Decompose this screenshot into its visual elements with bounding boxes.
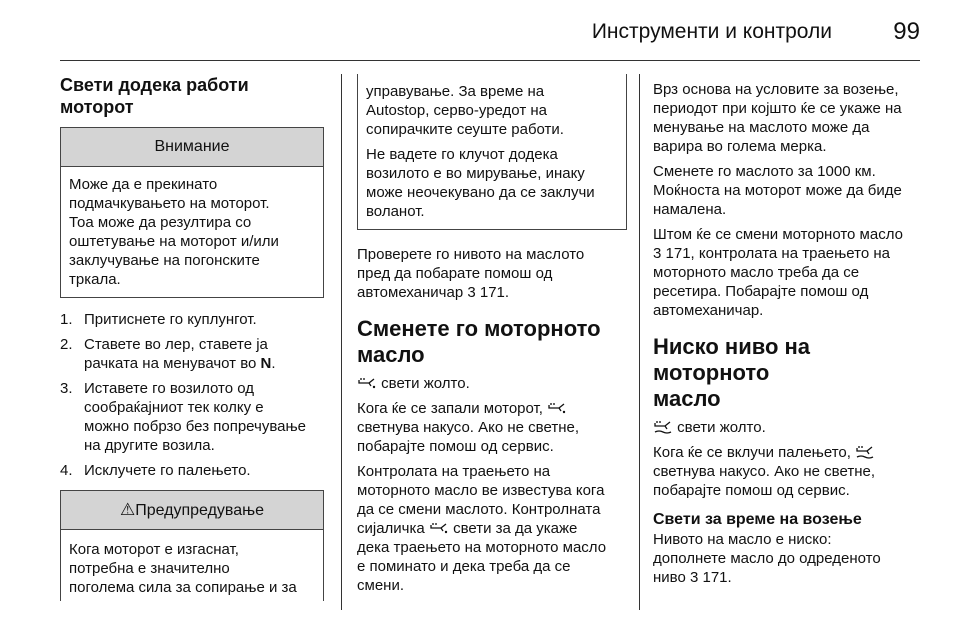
text-line: смени. (357, 577, 404, 594)
paragraph (357, 399, 627, 456)
text-line: да се смени маслото. Контролната (357, 501, 601, 518)
paragraph (653, 80, 923, 156)
step-text: сообраќајниот тек колку е (84, 399, 264, 416)
oil-level-icon (653, 420, 673, 434)
warning-title-text: Предупредување (135, 502, 265, 519)
page-number: 99 (893, 18, 920, 45)
text-line: моторното масло треба да се (653, 264, 860, 281)
text-line: побарајте помош од сервис. (357, 438, 554, 455)
warning-line: управување. За време на (366, 83, 545, 100)
warning-line: воланот. (366, 203, 425, 220)
text-line: Врз основа на условите за возење, (653, 81, 899, 98)
page-ref-arrow: 3 (467, 284, 476, 301)
text-line: Нивото на масло е ниско: (653, 531, 832, 548)
warning-line: може неочекувано да се заклучи (366, 184, 595, 201)
notice-line: тркала. (69, 271, 121, 288)
text-line: автомеханичар. (653, 302, 764, 319)
text-line: светнува накусо. Ако не светне, (357, 419, 579, 436)
text-line (653, 568, 923, 587)
warning-title (61, 491, 323, 530)
step-item (60, 379, 324, 455)
text: 171, контролата на траењето на (661, 245, 890, 262)
text: Кога ќе се запали моторот, (357, 400, 548, 417)
text-line (653, 244, 923, 263)
text: Кога ќе се вклучи палењето, (653, 444, 856, 461)
step-number: 4. (60, 462, 73, 479)
step-item (60, 310, 324, 329)
step-number: 3. (60, 380, 73, 397)
heading-line: масло (653, 386, 721, 411)
text-line: варира во голема мерка. (653, 138, 827, 155)
text-line: периодот при којшто ќе се укаже на (653, 100, 902, 117)
warning-line: сопирачките сеуште работи. (366, 121, 564, 138)
warning-line: потребна е значително (69, 560, 230, 577)
oil-change-icon (429, 521, 449, 535)
column-2 (357, 74, 627, 595)
text-line: Штом ќе се смени моторното масло (653, 226, 903, 243)
text-line (653, 418, 923, 437)
warning-line: Кога моторот е изгаснат, (69, 541, 239, 558)
paragraph (357, 462, 627, 595)
section-heading (653, 334, 923, 412)
page-ref: 171. (698, 569, 732, 586)
column-divider-2 (639, 74, 640, 610)
subheading: Свети за време на возење (653, 511, 862, 528)
step-text: Притиснете го куплунгот. (84, 311, 257, 328)
page-ref-arrow: 3 (653, 245, 662, 262)
warning-box (60, 490, 324, 601)
page-ref-arrow: 3 (689, 569, 699, 586)
text-line: Проверете го нивото на маслото (357, 246, 585, 263)
step-text: можно побрзо без попречување (84, 418, 307, 435)
text-line (357, 283, 627, 302)
column-divider-1 (341, 74, 342, 610)
text-line: дека траењето на моторното масло (357, 539, 607, 556)
text-line (357, 374, 627, 393)
text-line: пред да побарате помош од (357, 265, 553, 282)
text-line: дополнете масло до одреденото (653, 550, 881, 567)
header-title: Инструменти и контроли (591, 20, 832, 43)
paragraph (653, 530, 923, 587)
text-line: Моќноста на моторот може да биде (653, 182, 902, 199)
warning-triangle-icon: ⚠ (119, 500, 136, 519)
paragraph (653, 162, 923, 219)
step-item (60, 461, 324, 480)
warning-body (61, 530, 323, 601)
step-number: 2. (60, 336, 73, 353)
text-line: менување на маслото може да (653, 119, 870, 136)
step-text: Исклучете го палењето. (84, 462, 251, 479)
text: ниво (653, 569, 690, 586)
heading-line: Сменете го моторното (357, 316, 601, 341)
notice-line: заклучување на погонските (69, 252, 260, 269)
step-text: . (271, 355, 276, 372)
step-text: Ставете во лер, ставете ја (84, 336, 268, 353)
text-line: моторното масло ве известува кога (357, 482, 605, 499)
text-line: светнува накусо. Ако не светне, (653, 463, 875, 480)
gear-neutral: N (260, 355, 272, 372)
text: автомеханичар (357, 284, 468, 301)
notice-line: Тоа може да резултира со (69, 214, 252, 231)
page-ref: 171. (475, 284, 510, 301)
column-1 (60, 74, 324, 601)
step-number: 1. (60, 311, 73, 328)
text-line (357, 519, 627, 538)
text-line: побарајте помош од сервис. (653, 482, 850, 499)
notice-body (61, 167, 323, 297)
oil-level-icon (855, 445, 875, 459)
text-line: Контролата на траењето на (357, 463, 551, 480)
text-line: намалена. (653, 201, 727, 218)
oil-change-icon (357, 376, 377, 390)
text-line: ресетира. Побарајте помош од (653, 283, 869, 300)
oil-change-icon (547, 401, 567, 415)
column-3 (653, 74, 923, 587)
text-line: Сменете го маслото за 1000 км. (653, 163, 876, 180)
step-text: на другите возила. (84, 437, 215, 454)
text: сијаличка (357, 520, 429, 537)
heading-line: масло (357, 342, 425, 367)
warning-line: Autostop, серво-уредот на (366, 102, 547, 119)
notice-line: оштетување на моторот и/или (69, 233, 279, 250)
text-line: е поминато и дека треба да се (357, 558, 571, 575)
text-line (653, 443, 923, 462)
light-text: свети жолто. (673, 419, 766, 436)
step-item (60, 335, 324, 373)
step-text: Иставете го возилото од (84, 380, 254, 397)
section-heading: Свети додека работи моторот (60, 75, 249, 117)
notice-box (60, 127, 324, 298)
light-text: свети жолто. (377, 375, 470, 392)
notice-title: Внимание (61, 128, 323, 167)
paragraph (653, 225, 923, 320)
warning-line: возилото е во мирување, инаку (366, 165, 585, 182)
step-text: рачката на менувачот во (84, 355, 261, 372)
notice-line: подмачкувањето на моторот. (69, 195, 270, 212)
paragraph (653, 443, 923, 500)
section-heading (357, 316, 627, 368)
header-rule (60, 60, 920, 61)
warning-line: Не вадете го клучот додека (366, 146, 558, 163)
text: свети за да укаже (448, 520, 578, 537)
text-line (357, 399, 627, 418)
steps-list (60, 310, 324, 480)
notice-line: Може да е прекинато (69, 176, 218, 193)
heading-line: Ниско ниво на моторното (653, 334, 811, 385)
warning-box-continued (357, 74, 627, 230)
paragraph (357, 245, 627, 302)
warning-line: поголема сила за сопирање и за (69, 579, 297, 596)
